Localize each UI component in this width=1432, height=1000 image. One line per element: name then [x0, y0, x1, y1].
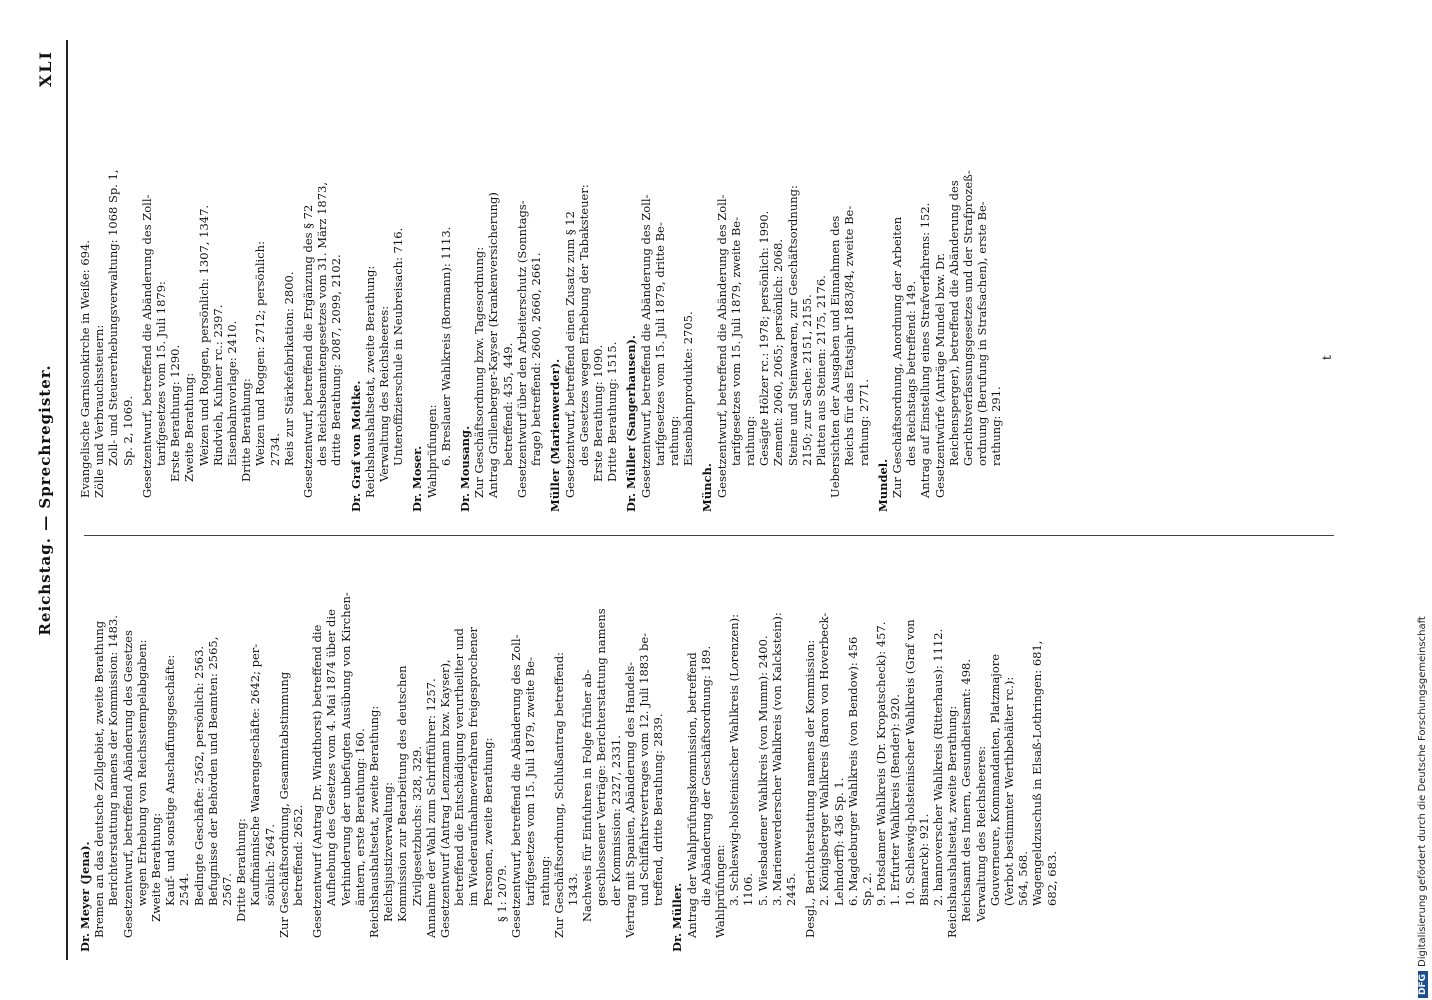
- index-line: tarifgesetzes vom 15. Juli 1879, zweite Be-: [728, 217, 743, 466]
- index-line: Gouverneure, Kommandanten, Platzmajore: [987, 653, 1002, 906]
- index-line: Kauf- und sonstige Anschaffungsgeschäfte:: [163, 654, 178, 906]
- right-column: [78, 102, 1009, 512]
- index-line: und Schiffahrtsvertrages vom 12. Juli 1883 be-: [636, 632, 651, 906]
- index-line: Gesetzentwurf, betreffend die Ergänzung des § 72: [301, 204, 316, 498]
- speaker-name: Münch.: [700, 463, 715, 512]
- index-line: wegen Erhebung von Reichsstempelabgaben:: [134, 639, 149, 906]
- index-line: treffend, dritte Berathung: 2839.: [651, 713, 666, 906]
- index-line: Zölle und Verbrauchssteuern:: [92, 324, 107, 498]
- index-line: 2. hannoverscher Wahlkreis (Ritterhaus): 1112.: [930, 628, 945, 906]
- index-line: frage) betreffend: 2600, 2660, 2661.: [529, 252, 544, 466]
- page-header: [36, 40, 66, 960]
- left-column: [78, 542, 1064, 952]
- index-line: Reichshaushaltsetat, zweite Berathung:: [362, 265, 377, 498]
- index-line: Verwaltung des Reichsheeres:: [377, 305, 392, 482]
- index-line: Zweite Berathung:: [182, 372, 197, 482]
- index-line: Antrag auf Einstellung eines Strafverfahrens: 152.: [918, 202, 933, 498]
- index-line: Sp. 2, 1069.: [120, 395, 135, 466]
- index-line: geschlossener Verträge: Berichterstattung namens: [594, 608, 609, 906]
- index-line: Zement: 2060, 2065; persönlich: 2068.: [771, 239, 786, 466]
- index-line: Antrag der Wahlprüfungskommission, betreffend: [684, 652, 699, 938]
- index-entry: [140, 102, 296, 512]
- index-line: 1343.: [565, 873, 580, 906]
- index-line: (Verbot bestimmter Werthbehälter rc.):: [1002, 676, 1016, 906]
- index-line: Reichsamt des Innern, Gesundheitsamt: 498.: [959, 658, 974, 922]
- index-line: Berichterstattung namens der Kommission: 1483.: [106, 615, 121, 906]
- index-line: 2567.: [220, 873, 235, 906]
- index-line: 1. Erfurter Wahlkreis (Bender): 920.: [888, 694, 903, 906]
- speaker-name: Dr. Graf von Moltke.: [348, 380, 363, 512]
- index-line: Kommission zur Bearbeitung des deutschen: [395, 665, 410, 922]
- index-entry: [624, 102, 695, 512]
- index-line: betreffend: 435, 449.: [500, 342, 515, 466]
- index-line: die Abänderung der Geschäftsordnung: 189.: [698, 645, 713, 906]
- index-line: im Wiederaufnahmeverfahren freigesprochener: [466, 626, 481, 906]
- index-line: Zivilgesetzbuchs: 328, 329.: [409, 746, 424, 906]
- digitization-footer: [1417, 2, 1428, 998]
- index-line: Eisenbahnvorlage: 2410.: [225, 320, 240, 466]
- index-line: 9. Potsdamer Wahlkreis (Dr. Kropatscheck): 457.: [874, 621, 889, 906]
- index-entry: [349, 102, 406, 512]
- index-line: Gesetzentwurf, betreffend die Abänderung des Zoll-: [714, 194, 729, 498]
- index-line: Reis zur Stärkefabrikation: 2800.: [281, 271, 296, 466]
- index-line: Sp. 2.: [859, 872, 874, 906]
- index-line: betreffend: 2652.: [291, 804, 306, 906]
- index-entry: [803, 542, 1059, 952]
- index-line: Annahme der Wahl zum Schriftführer: 1257.: [423, 678, 438, 938]
- index-line: Bismarck): 921.: [916, 813, 931, 906]
- index-line: 564, 568.: [1016, 851, 1031, 906]
- index-line: 6. Magdeburger Wahlkreis (von Bendow): 456: [845, 636, 860, 906]
- index-line: Platten aus Steinen: 2175, 2176.: [813, 275, 828, 466]
- index-line: Gesetzentwurf, betreffend die Abänderung des Zoll-: [638, 194, 653, 498]
- index-line: Wahlprüfungen:: [712, 844, 727, 938]
- index-line: 10. Schleswig-holsteinischer Wahlkreis (Graf von: [902, 619, 917, 906]
- index-line: tarifgesetzes vom 15. Juli 1879, dritte Be-: [652, 222, 667, 466]
- index-line: Zur Geschäftsordnung, Schlußantrag betreffend:: [551, 651, 566, 938]
- index-line: tarifgesetzes vom 15. Juli 1879:: [154, 281, 169, 466]
- speaker-name: Dr. Mousang.: [458, 425, 473, 512]
- index-line: Zur Geschäftsordnung, Anordnung der Arbeiten: [889, 216, 904, 498]
- index-entry: [700, 102, 870, 512]
- index-line: Dritte Berathung: 1515.: [605, 341, 620, 482]
- speaker-name: Müller (Marienwerder).: [548, 358, 563, 512]
- index-line: ämtern, erste Berathung: 160.: [352, 728, 367, 906]
- index-line: Wahlprüfungen:: [424, 404, 439, 498]
- index-line: Desgl., Berichterstattung namens der Kommission:: [803, 639, 818, 938]
- page-number: XLI: [36, 50, 55, 88]
- index-line: der Kommission: 2327, 2331.: [608, 735, 623, 906]
- index-line: Zur Geschäftsordnung bzw. Tagesordnung:: [472, 246, 487, 498]
- index-line: 3. Marienwerderscher Wahlkreis (von Kalckstein):: [769, 612, 784, 906]
- index-line: Gesetzentwurf (Antrag Dr. Windthorst) betreffend die: [310, 624, 325, 938]
- index-entry: [876, 102, 1004, 512]
- index-line: Zweite Berathung:: [149, 812, 164, 922]
- index-line: Reichsjustizverwaltung:: [381, 782, 396, 922]
- index-line: Gesetzentwurf, betreffend Abänderung des Gesetzes: [120, 630, 135, 938]
- index-line: Gesetzentwurf, betreffend die Abänderung des Zoll-: [509, 634, 524, 938]
- index-line: Erste Berathung: 1090.: [590, 344, 605, 482]
- index-line: ordnung (Berufung in Strafsachen), erste Be-: [975, 201, 990, 466]
- index-line: Reichshaushaltsetat, zweite Berathung:: [367, 705, 382, 938]
- index-line: Befugnisse der Behörden und Beamten: 2565,: [205, 636, 220, 906]
- index-line: Gesetzentwürfe (Anträge Mundel bzw. Dr.: [932, 252, 947, 498]
- index-line: 2734.: [267, 433, 282, 466]
- index-line: betreffend die Entschädigung verurtheilter und: [452, 628, 467, 906]
- index-line: des Reichsbeamtengesetzes vom 31. März 1873,: [315, 182, 330, 466]
- index-line: des Reichstags betreffend: 149.: [904, 281, 919, 466]
- index-line: 1106.: [741, 873, 756, 906]
- index-line: Dritte Berathung:: [234, 818, 249, 922]
- index-line: Erste Berathung: 1290.: [168, 344, 183, 482]
- index-entry: [670, 542, 798, 952]
- index-line: 2150; zur Sache: 2151, 2155.: [799, 294, 814, 466]
- index-entry: [410, 102, 453, 512]
- index-line: Kaufmännische Waarengeschäfte: 2642; per-: [248, 643, 263, 906]
- index-line: Vertrag mit Spanien, Abänderung des Handels-: [622, 661, 637, 938]
- page-mark: t: [1320, 355, 1334, 360]
- header-rule: [66, 40, 68, 960]
- index-line: rathung:: [666, 415, 681, 466]
- speaker-name: Dr. Meyer (Jena).: [78, 841, 92, 952]
- dfg-logo: DFG: [1418, 971, 1428, 998]
- index-line: tarifgesetzes vom 15. Juli 1879, zweite Be-: [523, 657, 538, 906]
- index-entry: [301, 102, 344, 512]
- index-line: 682, 683.: [1044, 851, 1059, 906]
- index-line: des Gesetzes wegen Erhebung der Tabaksteuer:: [576, 184, 591, 466]
- index-line: Zoll- und Steuererhebungsverwaltung: 1068 Sp. 1,: [106, 169, 121, 466]
- index-line: Wagengeldzuschuß in Elsaß-Lothringen: 681,: [1030, 640, 1045, 906]
- index-line: Eisenbahnprodukte: 2705.: [681, 311, 696, 466]
- index-line: Reichs für das Etatsjahr 1883/84, zweite Be-: [842, 205, 857, 466]
- index-line: 2544.: [177, 873, 192, 906]
- speaker-name: Dr. Müller.: [670, 882, 685, 952]
- speaker-name: Mundel.: [875, 458, 890, 512]
- index-line: Reichensperger), betreffend die Abänderung des: [946, 180, 961, 466]
- index-line: Aufhebung des Gesetzes vom 4. Mai 1874 über die: [324, 609, 339, 906]
- index-line: Gesetzentwurf über den Arbeiterschutz (Sonntags-: [514, 200, 529, 498]
- index-line: Gesetzentwurf (Antrag Lenzmann bzw. Kayser),: [438, 659, 453, 938]
- index-entry: [310, 542, 665, 952]
- index-line: Zur Geschäftsordnung, Gesammtabstimmung: [276, 671, 291, 938]
- index-line: Antrag Grillenberger-Kayser (Krankenversicherung): [486, 192, 501, 498]
- index-line: rathung:: [537, 855, 552, 906]
- index-line: Verhinderung der unbefugten Ausübung von Kirchen-: [338, 592, 353, 906]
- index-line: Gesägte Hölzer rc.: 1978; persönlich: 1990.: [757, 210, 772, 466]
- running-head: Reichstag. — Sprechregister.: [36, 364, 54, 636]
- index-line: Steine und Steinwaaren, zur Geschäftsordnung:: [785, 185, 800, 466]
- funding-credit: Digitalisierung gefördert durch die Deutsche Forschungsgemeinschaft: [1417, 616, 1428, 967]
- index-line: Rindvieh, Kuhner rc.: 2397.: [210, 304, 225, 466]
- index-line: Dritte Berathung:: [239, 378, 254, 482]
- index-line: 3. Schleswig-holsteinischer Wahlkreis (Lorenzen):: [727, 614, 742, 906]
- index-entry: [78, 542, 305, 952]
- index-line: Bedingte Geschäfte: 2562, persönlich: 2563.: [191, 645, 206, 906]
- index-line: 2445.: [783, 873, 798, 906]
- index-line: Reichshaushaltsetat, zweite Berathung:: [945, 705, 960, 938]
- index-line: Nachweis für Einfuhren in Folge früher ab-: [580, 669, 595, 922]
- index-line: Unteroffizierschule in Neubreisach: 716.: [391, 227, 406, 466]
- index-line: Gerichtsverfassungsgesetzes und der Strafprozeß-: [960, 170, 975, 466]
- index-line: Weizen und Roggen, persönlich: 1307, 1347.: [196, 204, 211, 466]
- index-line: § 1: 2079.: [494, 864, 509, 922]
- index-entry: [458, 102, 543, 512]
- index-line: Bremen an das deutsche Zollgebiet, zweite Berathung: [92, 620, 107, 938]
- speaker-name: Dr. Moser.: [410, 445, 425, 512]
- index-line: Gesetzentwurf, betreffend einen Zusatz zum § 12: [562, 211, 577, 498]
- index-line: Uebersichten der Ausgaben und Einnahmen des: [828, 215, 843, 498]
- index-line: sönlich: 2647.: [262, 824, 277, 906]
- index-line: 6. Breslauer Wahlkreis (Bormann): 1113.: [438, 226, 453, 466]
- index-line: Verwaltung des Reichsheeres:: [973, 745, 988, 922]
- index-entry: [78, 102, 135, 512]
- index-line: Personen, zweite Berathung:: [480, 737, 495, 906]
- index-line: Gesetzentwurf, betreffend die Abänderung des Zoll-: [139, 194, 154, 498]
- index-line: rathung: 291.: [989, 386, 1004, 466]
- index-line: dritte Berathung: 2087, 2099, 2102.: [329, 254, 344, 466]
- index-line: rathung:: [742, 415, 757, 466]
- index-line: Evangelische Garnisonkirche in Weiße: 694.: [78, 240, 92, 498]
- speaker-name: Dr. Müller (Sangerhausen).: [624, 335, 639, 512]
- index-entry: [548, 102, 619, 512]
- index-line: 5. Wiesbadener Wahlkreis (von Mumm): 2400.: [755, 635, 770, 906]
- index-line: Weizen und Roggen: 2712; persönlich:: [253, 241, 268, 466]
- column-divider: [84, 535, 1334, 536]
- index-line: rathung: 2771.: [856, 378, 871, 466]
- index-line: Lehndorff): 436 Sp. 1.: [831, 777, 846, 906]
- index-line: 2. Königsberger Wahlkreis (Baron von Hoverbeck-: [817, 612, 832, 906]
